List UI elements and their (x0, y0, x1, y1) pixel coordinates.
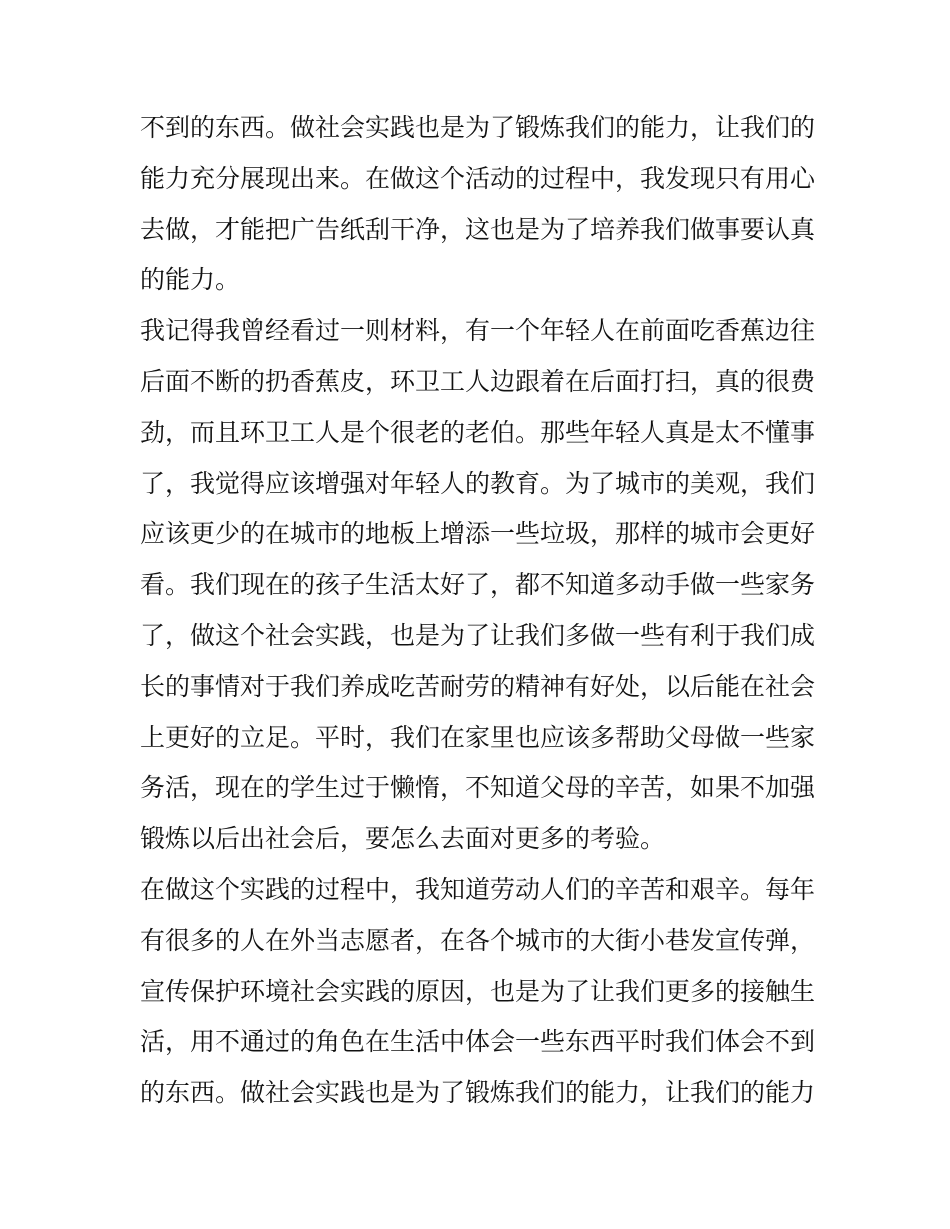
text-line: 的东西。做社会实践也是为了锻炼我们的能力，让我们的能力 (140, 1078, 816, 1108)
text-line: 的能力。 (140, 265, 241, 295)
text-line: 活，用不通过的角色在生活中体会一些东西平时我们体会不到 (140, 1027, 816, 1057)
text-line: 看。我们现在的孩子生活太好了，都不知道多动手做一些家务 (140, 570, 816, 600)
text-line: 上更好的立足。平时，我们在家里也应该多帮助父母做一些家 (140, 722, 816, 752)
text-line: 务活，现在的学生过于懒惰，不知道父母的辛苦，如果不加强 (140, 773, 816, 803)
text-line: 我记得我曾经看过一则材料，有一个年轻人在前面吃香蕉边往 (140, 316, 816, 346)
body-text (140, 103, 820, 1119)
text-line: 在做这个实践的过程中，我知道劳动人们的辛苦和艰辛。每年 (140, 874, 816, 904)
text-line: 了，做这个社会实践，也是为了让我们多做一些有利于我们成 (140, 620, 816, 650)
text-line: 劲，而且环卫工人是个很老的老伯。那些年轻人真是太不懂事 (140, 417, 816, 447)
text-line: 长的事情对于我们养成吃苦耐劳的精神有好处，以后能在社会 (140, 671, 816, 701)
text-line: 去做，才能把广告纸刮干净，这也是为了培养我们做事要认真 (140, 214, 816, 244)
text-line: 能力充分展现出来。在做这个活动的过程中，我发现只有用心 (140, 163, 816, 193)
text-line: 有很多的人在外当志愿者，在各个城市的大街小巷发宣传弹， (140, 925, 816, 955)
text-line: 了，我觉得应该增强对年轻人的教育。为了城市的美观，我们 (140, 468, 816, 498)
text-line: 宣传保护环境社会实践的原因，也是为了让我们更多的接触生 (140, 976, 816, 1006)
text-line: 后面不断的扔香蕉皮，环卫工人边跟着在后面打扫，真的很费 (140, 366, 816, 396)
text-line: 锻炼以后出社会后，要怎么去面对更多的考验。 (140, 824, 666, 854)
text-line: 应该更少的在城市的地板上增添一些垃圾，那样的城市会更好 (140, 519, 816, 549)
text-line: 不到的东西。做社会实践也是为了锻炼我们的能力，让我们的 (140, 113, 816, 142)
